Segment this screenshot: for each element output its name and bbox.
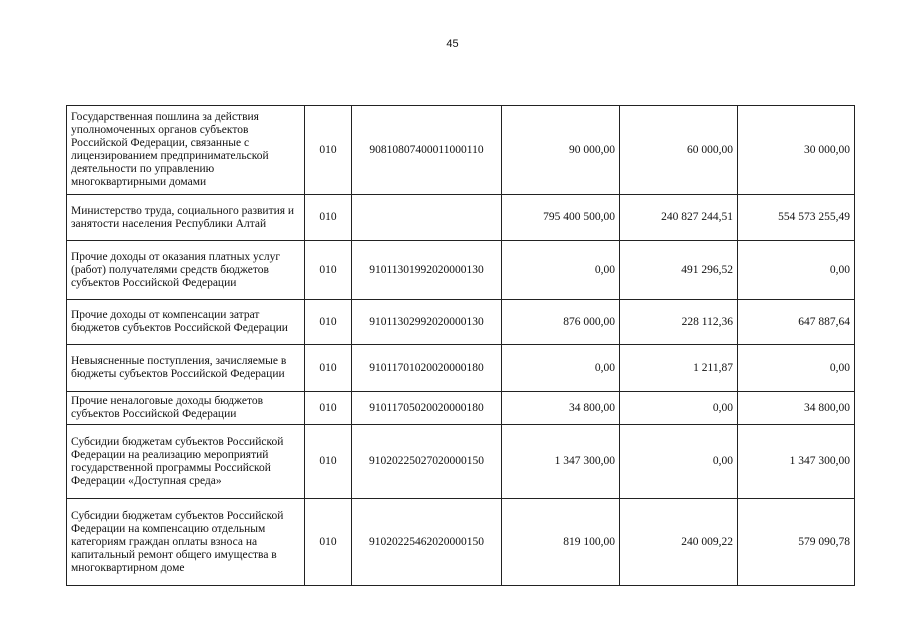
revenue-name: Прочие доходы от оказания платных услуг (работ) получателями средств бюджетов субъектов Российской Федерации	[67, 241, 305, 300]
remaining-value: 0,00	[738, 241, 855, 300]
executed-value: 1 211,87	[620, 345, 738, 392]
remaining-value: 579 090,78	[738, 499, 855, 586]
revenue-name: Субсидии бюджетам субъектов Российской Федерации на реализацию мероприятий государственной программы Российской Федерации «Доступная среда»	[67, 425, 305, 499]
table-row	[67, 392, 855, 425]
table-row	[67, 499, 855, 586]
revenue-name: Прочие доходы от компенсации затрат бюджетов субъектов Российской Федерации	[67, 300, 305, 345]
revenue-name: Невыясненные поступления, зачисляемые в бюджеты субъектов Российской Федерации	[67, 345, 305, 392]
executed-value: 240 827 244,51	[620, 195, 738, 241]
executed-value: 60 000,00	[620, 106, 738, 195]
code-cell: 010	[305, 425, 352, 499]
executed-value: 0,00	[620, 425, 738, 499]
remaining-value: 0,00	[738, 345, 855, 392]
planned-value: 876 000,00	[502, 300, 620, 345]
code-cell: 010	[305, 392, 352, 425]
revenue-name: Государственная пошлина за действия уполномоченных органов субъектов Российской Федерации, связанные с лицензированием предпринимательской деятельности по управлению многоквартирными домами	[67, 106, 305, 195]
code-cell: 010	[305, 499, 352, 586]
table-row	[67, 241, 855, 300]
code-cell: 010	[305, 241, 352, 300]
budget-classification-code: 90810807400011000110	[352, 106, 502, 195]
planned-value: 819 100,00	[502, 499, 620, 586]
executed-value: 491 296,52	[620, 241, 738, 300]
budget-classification-code: 91020225462020000150	[352, 499, 502, 586]
table-row	[67, 300, 855, 345]
budget-classification-code: 91011705020020000180	[352, 392, 502, 425]
remaining-value: 647 887,64	[738, 300, 855, 345]
remaining-value: 554 573 255,49	[738, 195, 855, 241]
table-row	[67, 106, 855, 195]
budget-classification-code: 91011701020020000180	[352, 345, 502, 392]
budget-classification-code: 91011301992020000130	[352, 241, 502, 300]
planned-value: 0,00	[502, 345, 620, 392]
revenue-name: Министерство труда, социального развития и занятости населения Республики Алтай	[67, 195, 305, 241]
planned-value: 0,00	[502, 241, 620, 300]
table-row	[67, 345, 855, 392]
budget-revenue-table	[66, 105, 855, 586]
budget-classification-code	[352, 195, 502, 241]
remaining-value: 30 000,00	[738, 106, 855, 195]
budget-classification-code: 91011302992020000130	[352, 300, 502, 345]
table-row	[67, 195, 855, 241]
executed-value: 228 112,36	[620, 300, 738, 345]
page-number: 45	[446, 38, 459, 50]
remaining-value: 1 347 300,00	[738, 425, 855, 499]
executed-value: 240 009,22	[620, 499, 738, 586]
revenue-name: Прочие неналоговые доходы бюджетов субъектов Российской Федерации	[67, 392, 305, 425]
code-cell: 010	[305, 106, 352, 195]
remaining-value: 34 800,00	[738, 392, 855, 425]
planned-value: 90 000,00	[502, 106, 620, 195]
budget-classification-code: 91020225027020000150	[352, 425, 502, 499]
code-cell: 010	[305, 195, 352, 241]
code-cell: 010	[305, 300, 352, 345]
revenue-name: Субсидии бюджетам субъектов Российской Федерации на компенсацию отдельным категориям граждан оплаты взноса на капитальный ремонт общего имущества в многоквартирном доме	[67, 499, 305, 586]
planned-value: 795 400 500,00	[502, 195, 620, 241]
executed-value: 0,00	[620, 392, 738, 425]
planned-value: 1 347 300,00	[502, 425, 620, 499]
planned-value: 34 800,00	[502, 392, 620, 425]
table-row	[67, 425, 855, 499]
code-cell: 010	[305, 345, 352, 392]
